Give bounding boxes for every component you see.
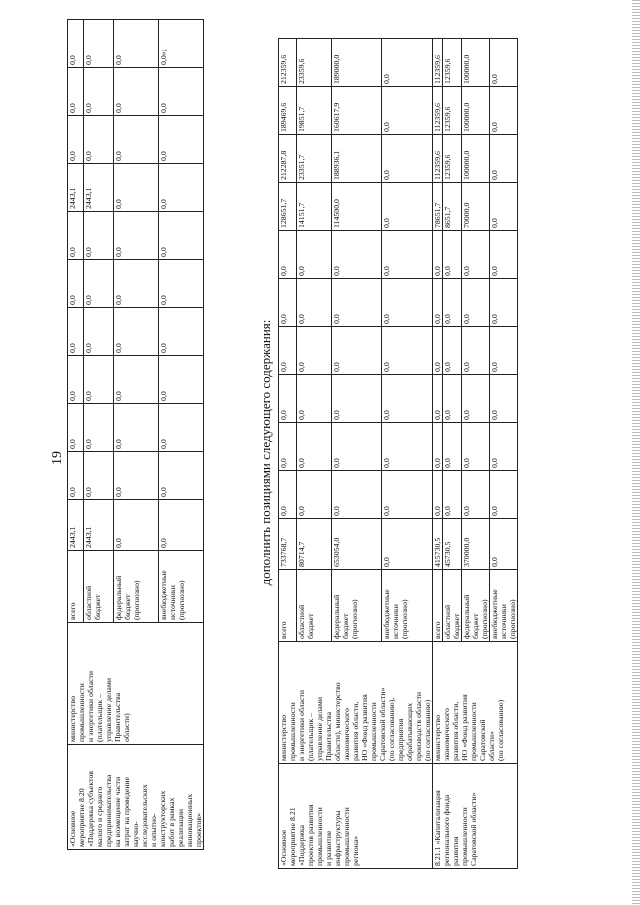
amount-cell: 0,0 <box>331 471 382 519</box>
table-row <box>433 39 443 869</box>
amount-cell: 2443,1 <box>68 500 84 551</box>
amount-cell: 0,0 <box>68 260 84 308</box>
amount-cell: 0,0 <box>297 327 331 375</box>
amount-cell: 114500,0 <box>331 183 382 231</box>
amount-cell: 128651,7 <box>279 183 297 231</box>
amount-cell: 0,0 <box>490 519 518 570</box>
amount-cell: 23359,6 <box>297 39 331 87</box>
amount-cell: 0,0 <box>331 327 382 375</box>
amount-cell: 160617,9 <box>331 87 382 135</box>
amount-cell: 0,0 <box>159 404 204 452</box>
amount-cell: 0,0 <box>443 279 462 327</box>
funding-source: всего <box>279 570 297 642</box>
amount-cell: 0,0 <box>68 68 84 116</box>
amount-cell: 0,0 <box>490 135 518 183</box>
amount-cell: 0,0 <box>114 20 159 68</box>
amount-cell: 0,0 <box>382 279 433 327</box>
amount-cell: 0,0 <box>490 39 518 87</box>
amount-cell: 0,0 <box>68 404 84 452</box>
amount-cell: 45730,5 <box>443 519 462 570</box>
amount-cell: 0,0 <box>159 452 204 500</box>
measure-8-21-table <box>278 38 518 869</box>
amount-cell: 212359,6 <box>279 39 297 87</box>
amount-cell: 0,0 <box>297 279 331 327</box>
measure-8-20-table <box>67 19 204 850</box>
amount-cell: 0,0 <box>490 279 518 327</box>
section-heading: дополнить позициями следующего содержания: <box>258 319 273 586</box>
amount-cell: 0,0 <box>462 279 490 327</box>
amount-cell: 0,0 <box>297 231 331 279</box>
funding-source: федеральный бюджет (прогнозно) <box>331 570 382 642</box>
amount-cell: 0,0 <box>159 308 204 356</box>
amount-cell: 188936,1 <box>331 135 382 183</box>
amount-cell: 0,0 <box>443 327 462 375</box>
amount-cell: 0,0 <box>433 471 443 519</box>
amount-cell: 0,0»; <box>159 20 204 68</box>
amount-cell: 80714,7 <box>297 519 331 570</box>
amount-cell: 23351,7 <box>297 135 331 183</box>
amount-cell: 12359,6 <box>443 87 462 135</box>
amount-cell: 14151,7 <box>297 183 331 231</box>
amount-cell: 0,0 <box>462 327 490 375</box>
amount-cell: 370000,0 <box>462 519 490 570</box>
amount-cell: 0,0 <box>279 471 297 519</box>
amount-cell: 0,0 <box>490 87 518 135</box>
amount-cell: 0,0 <box>331 231 382 279</box>
amount-cell: 0,0 <box>433 375 443 423</box>
amount-cell: 0,0 <box>84 356 114 404</box>
amount-cell: 0,0 <box>84 116 114 164</box>
amount-cell: 0,0 <box>279 327 297 375</box>
amount-cell: 0,0 <box>279 375 297 423</box>
amount-cell: 0,0 <box>114 500 159 551</box>
funding-source: всего <box>68 551 84 623</box>
amount-cell: 0,0 <box>382 39 433 87</box>
amount-cell: 0,0 <box>159 500 204 551</box>
amount-cell: 0,0 <box>84 20 114 68</box>
amount-cell: 112359,6 <box>433 135 443 183</box>
amount-cell: 0,0 <box>159 212 204 260</box>
table-row <box>68 20 84 850</box>
amount-cell: 733768,7 <box>279 519 297 570</box>
amount-cell: 0,0 <box>114 116 159 164</box>
funding-source: областной бюджет <box>443 570 462 642</box>
amount-cell: 0,0 <box>84 452 114 500</box>
amount-cell: 653054,0 <box>331 519 382 570</box>
amount-cell: 0,0 <box>433 279 443 327</box>
table-row <box>279 39 297 869</box>
amount-cell: 0,0 <box>443 471 462 519</box>
amount-cell: 12359,6 <box>443 39 462 87</box>
amount-cell: 0,0 <box>84 308 114 356</box>
amount-cell: 189469,6 <box>279 87 297 135</box>
amount-cell: 2443,1 <box>84 164 114 212</box>
amount-cell: 0,0 <box>297 471 331 519</box>
amount-cell: 415730,5 <box>433 519 443 570</box>
funding-source: федеральный бюджет (прогнозно) <box>462 570 490 642</box>
funding-source: внебюджетные источники (прогнозно) <box>159 551 204 623</box>
amount-cell: 0,0 <box>443 423 462 471</box>
amount-cell: 0,0 <box>159 116 204 164</box>
amount-cell: 100000,0 <box>462 135 490 183</box>
amount-cell: 0,0 <box>84 404 114 452</box>
amount-cell: 0,0 <box>114 452 159 500</box>
amount-cell: 0,0 <box>159 260 204 308</box>
amount-cell: 0,0 <box>114 164 159 212</box>
amount-cell: 0,0 <box>382 471 433 519</box>
amount-cell: 0,0 <box>443 231 462 279</box>
amount-cell: 0,0 <box>462 375 490 423</box>
funding-source: внебюджетные источники (прогнозно) <box>382 570 433 642</box>
amount-cell: 0,0 <box>114 68 159 116</box>
amount-cell: 0,0 <box>68 308 84 356</box>
amount-cell: 212287,8 <box>279 135 297 183</box>
amount-cell: 0,0 <box>159 356 204 404</box>
amount-cell: 0,0 <box>433 327 443 375</box>
amount-cell: 12359,6 <box>443 135 462 183</box>
amount-cell: 0,0 <box>462 471 490 519</box>
amount-cell: 0,0 <box>382 519 433 570</box>
amount-cell: 0,0 <box>490 375 518 423</box>
amount-cell: 0,0 <box>490 471 518 519</box>
amount-cell: 0,0 <box>84 260 114 308</box>
amount-cell: 100000,0 <box>462 39 490 87</box>
amount-cell: 8651,7 <box>443 183 462 231</box>
amount-cell: 0,0 <box>68 452 84 500</box>
amount-cell: 0,0 <box>297 423 331 471</box>
measure-name: 8.21.1 «Капитализация регионального фонда развития промышленности Саратовской области» <box>433 764 518 869</box>
amount-cell: 0,0 <box>382 327 433 375</box>
amount-cell: 112359,6 <box>433 39 443 87</box>
amount-cell: 0,0 <box>68 212 84 260</box>
amount-cell: 0,0 <box>382 135 433 183</box>
funding-source: всего <box>433 570 443 642</box>
amount-cell: 0,0 <box>490 423 518 471</box>
funding-source: внебюджетные источники (прогнозно) <box>490 570 518 642</box>
amount-cell: 0,0 <box>84 212 114 260</box>
amount-cell: 0,0 <box>382 183 433 231</box>
amount-cell: 0,0 <box>490 231 518 279</box>
funding-source: федеральный бюджет (прогнозно) <box>114 551 159 623</box>
amount-cell: 0,0 <box>490 183 518 231</box>
amount-cell: 0,0 <box>114 260 159 308</box>
amount-cell: 0,0 <box>490 327 518 375</box>
funding-source: областной бюджет <box>297 570 331 642</box>
amount-cell: 0,0 <box>297 375 331 423</box>
amount-cell: 0,0 <box>382 87 433 135</box>
amount-cell: 78651,7 <box>433 183 443 231</box>
amount-cell: 0,0 <box>279 279 297 327</box>
amount-cell: 0,0 <box>443 375 462 423</box>
amount-cell: 0,0 <box>462 231 490 279</box>
amount-cell: 0,0 <box>331 423 382 471</box>
amount-cell: 0,0 <box>433 423 443 471</box>
amount-cell: 70000,0 <box>462 183 490 231</box>
amount-cell: 0,0 <box>382 231 433 279</box>
amount-cell: 0,0 <box>68 20 84 68</box>
amount-cell: 0,0 <box>68 356 84 404</box>
amount-cell: 100000,0 <box>462 87 490 135</box>
amount-cell: 0,0 <box>331 375 382 423</box>
measure-name: «Основное мероприятие 8.21 «Поддержка проектов развития промышленности и развитие инфраструктуры промышленности региона» <box>279 764 433 869</box>
amount-cell: 0,0 <box>433 231 443 279</box>
executor-name: министерство промышленности и энергетики области (плательщик – управление делами Правительства области), министерство экономического развития области, НО «Фонд развития промышленности Саратовской области» (по согласованию), предприятия обрабатывающих производств области (по согласованию) <box>279 642 433 764</box>
amount-cell: 0,0 <box>114 356 159 404</box>
amount-cell: 0,0 <box>279 231 297 279</box>
amount-cell: 0,0 <box>159 68 204 116</box>
page-number: 19 <box>50 451 65 465</box>
amount-cell: 0,0 <box>462 423 490 471</box>
amount-cell: 0,0 <box>68 116 84 164</box>
amount-cell: 112359,6 <box>433 87 443 135</box>
amount-cell: 0,0 <box>114 404 159 452</box>
amount-cell: 0,0 <box>84 68 114 116</box>
executor-name: министерство промышленности и энергетики области (плательщик – управление делами Правительства области) <box>68 623 204 745</box>
amount-cell: 2443,1 <box>84 500 114 551</box>
amount-cell: 0,0 <box>159 164 204 212</box>
executor-name: министерство экономического развития области, НО «Фонд развития промышленности Саратовской области» (по согласованию) <box>433 642 518 764</box>
funding-source: областной бюджет <box>84 551 114 623</box>
measure-name: «Основное мероприятие 8.20 «Поддержка субъектов малого и среднего предпринимательства на возмещение части затрат на проведение научно- исследовательских и опытно- конструкторских работ в рамках реализации инновационных проектов» <box>68 745 204 850</box>
amount-cell: 0,0 <box>279 423 297 471</box>
amount-cell: 19851,7 <box>297 87 331 135</box>
amount-cell: 0,0 <box>331 279 382 327</box>
amount-cell: 189000,0 <box>331 39 382 87</box>
amount-cell: 0,0 <box>382 375 433 423</box>
amount-cell: 0,0 <box>114 308 159 356</box>
amount-cell: 0,0 <box>114 212 159 260</box>
amount-cell: 0,0 <box>382 423 433 471</box>
amount-cell: 2443,1 <box>68 164 84 212</box>
